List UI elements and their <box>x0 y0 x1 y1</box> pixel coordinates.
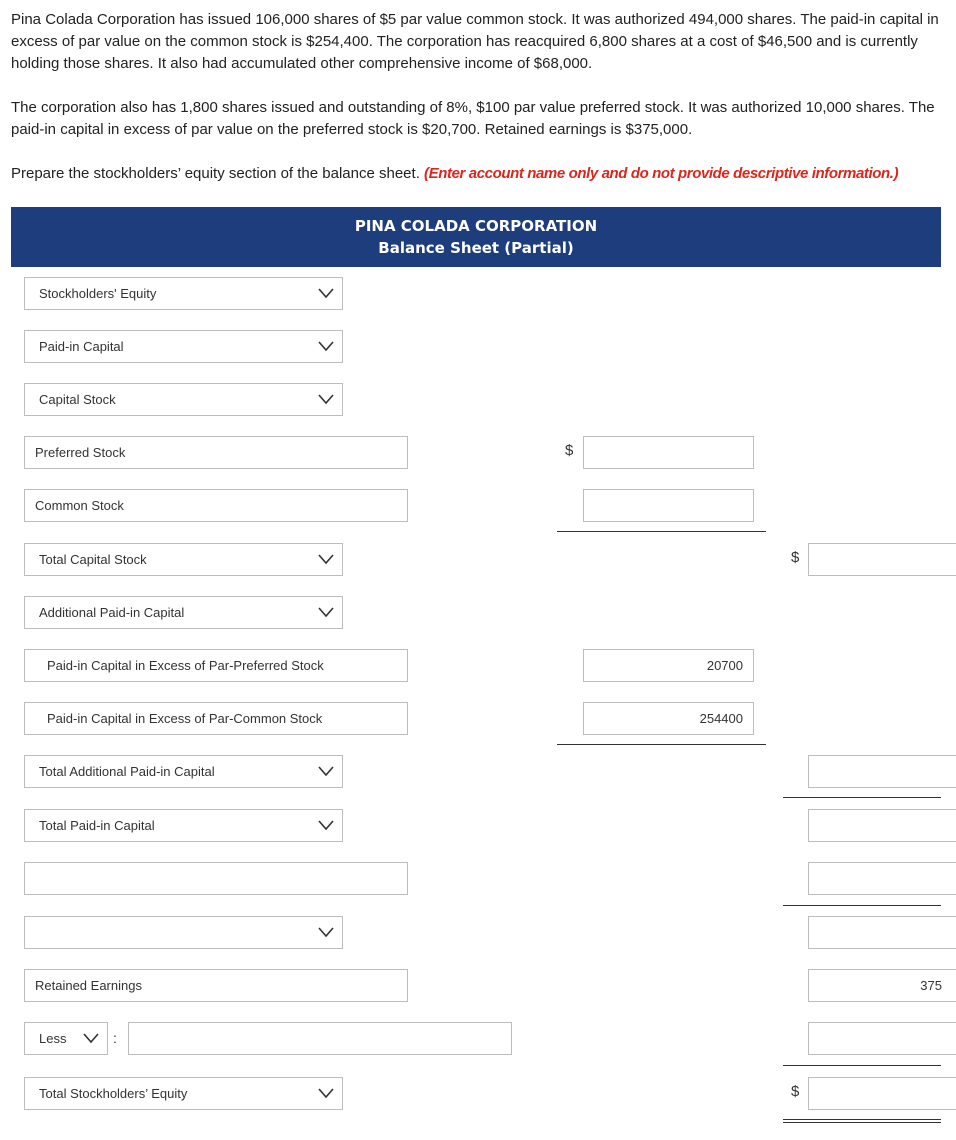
instruction-text: (Enter account name only and do not provide descriptive information.) <box>424 165 899 182</box>
amount-input-pic-excess-preferred[interactable]: 20700 <box>583 649 754 682</box>
account-input-preferred-stock[interactable]: Preferred Stock <box>24 436 408 469</box>
underline <box>783 797 941 798</box>
account-select-capital-stock[interactable] <box>24 383 343 416</box>
amount-input-total-stockholders-equity[interactable] <box>808 1077 956 1110</box>
account-select-additional-paid-in-capital[interactable] <box>24 596 343 629</box>
company-name: PINA COLADA CORPORATION <box>354 217 598 235</box>
less-select[interactable] <box>24 1022 108 1055</box>
account-select-total-additional-pic[interactable] <box>24 755 343 788</box>
chevron-down-icon <box>318 287 334 299</box>
account-select-total-stockholders-equity[interactable] <box>24 1077 343 1110</box>
account-input-less[interactable] <box>128 1022 512 1055</box>
chevron-down-icon <box>318 819 334 831</box>
select-value: Stockholders' Equity <box>39 286 157 301</box>
underline <box>783 1065 941 1066</box>
account-select-blank[interactable] <box>24 916 343 949</box>
chevron-down-icon <box>318 553 334 565</box>
dollar-sign: $ <box>791 549 800 566</box>
select-value: Less <box>39 1031 67 1046</box>
underline <box>783 905 941 906</box>
account-input-pic-excess-common[interactable]: Paid-in Capital in Excess of Par-Common Stock <box>24 702 408 735</box>
statement-header <box>11 207 941 267</box>
select-value: Capital Stock <box>39 392 116 407</box>
chevron-down-icon <box>318 926 334 938</box>
account-select-total-capital-stock[interactable] <box>24 543 343 576</box>
select-value: Additional Paid-in Capital <box>39 605 185 620</box>
select-value: Total Capital Stock <box>39 552 147 567</box>
chevron-down-icon <box>318 606 334 618</box>
select-value: Total Additional Paid-in Capital <box>39 764 215 779</box>
account-input-common-stock[interactable]: Common Stock <box>24 489 408 522</box>
amount-input-total-additional-pic[interactable] <box>808 755 956 788</box>
dollar-sign: $ <box>565 442 574 459</box>
chevron-down-icon <box>318 393 334 405</box>
amount-input-retained-earnings[interactable]: 375 <box>808 969 956 1002</box>
amount-input-pic-excess-common[interactable]: 254400 <box>583 702 754 735</box>
amount-input-less[interactable] <box>808 1022 956 1055</box>
colon: : <box>113 1030 117 1046</box>
account-input-retained-earnings[interactable]: Retained Earnings <box>24 969 408 1002</box>
underline <box>557 744 766 745</box>
chevron-down-icon <box>83 1032 99 1044</box>
underline <box>557 531 766 532</box>
amount-input-blank[interactable] <box>808 862 956 895</box>
account-input-blank[interactable] <box>24 862 408 895</box>
account-input-pic-excess-preferred[interactable]: Paid-in Capital in Excess of Par-Preferred Stock <box>24 649 408 682</box>
amount-input-common-stock[interactable] <box>583 489 754 522</box>
account-select-total-paid-in-capital[interactable] <box>24 809 343 842</box>
problem-paragraph-2: The corporation also has 1,800 shares issued and outstanding of 8%, $100 par value preferred stock. It was authorized 10,000 shares. The paid-in capital in excess of par value on the preferred stock is $20,700. Retained earnings is $375,000. <box>11 99 935 138</box>
chevron-down-icon <box>318 1087 334 1099</box>
select-value: Total Stockholders’ Equity <box>39 1086 188 1101</box>
problem-paragraph-1: Pina Colada Corporation has issued 106,000 shares of $5 par value common stock. It was authorized 494,000 shares. The paid-in capital in excess of par value on the common stock is $254,400. The corporation has reacquired 6,800 shares at a cost of $46,500 and is currently holding those shares. It also had accumulated other comprehensive income of $68,000. <box>11 11 939 72</box>
amount-input-preferred-stock[interactable] <box>583 436 754 469</box>
double-underline <box>783 1119 941 1123</box>
account-select-paid-in-capital[interactable] <box>24 330 343 363</box>
amount-input-total-paid-in-capital[interactable] <box>808 809 956 842</box>
chevron-down-icon <box>318 340 334 352</box>
select-value: Paid-in Capital <box>39 339 124 354</box>
amount-input-blank-select[interactable] <box>808 916 956 949</box>
account-select-stockholders-equity[interactable] <box>24 277 343 310</box>
dollar-sign: $ <box>791 1083 800 1100</box>
problem-paragraph-3 <box>11 163 941 185</box>
chevron-down-icon <box>318 765 334 777</box>
problem-prompt: Prepare the stockholders’ equity section of the balance sheet. <box>11 165 420 182</box>
amount-input-total-capital-stock[interactable] <box>808 543 956 576</box>
statement-title: Balance Sheet (Partial) <box>378 239 574 257</box>
select-value: Total Paid-in Capital <box>39 818 155 833</box>
